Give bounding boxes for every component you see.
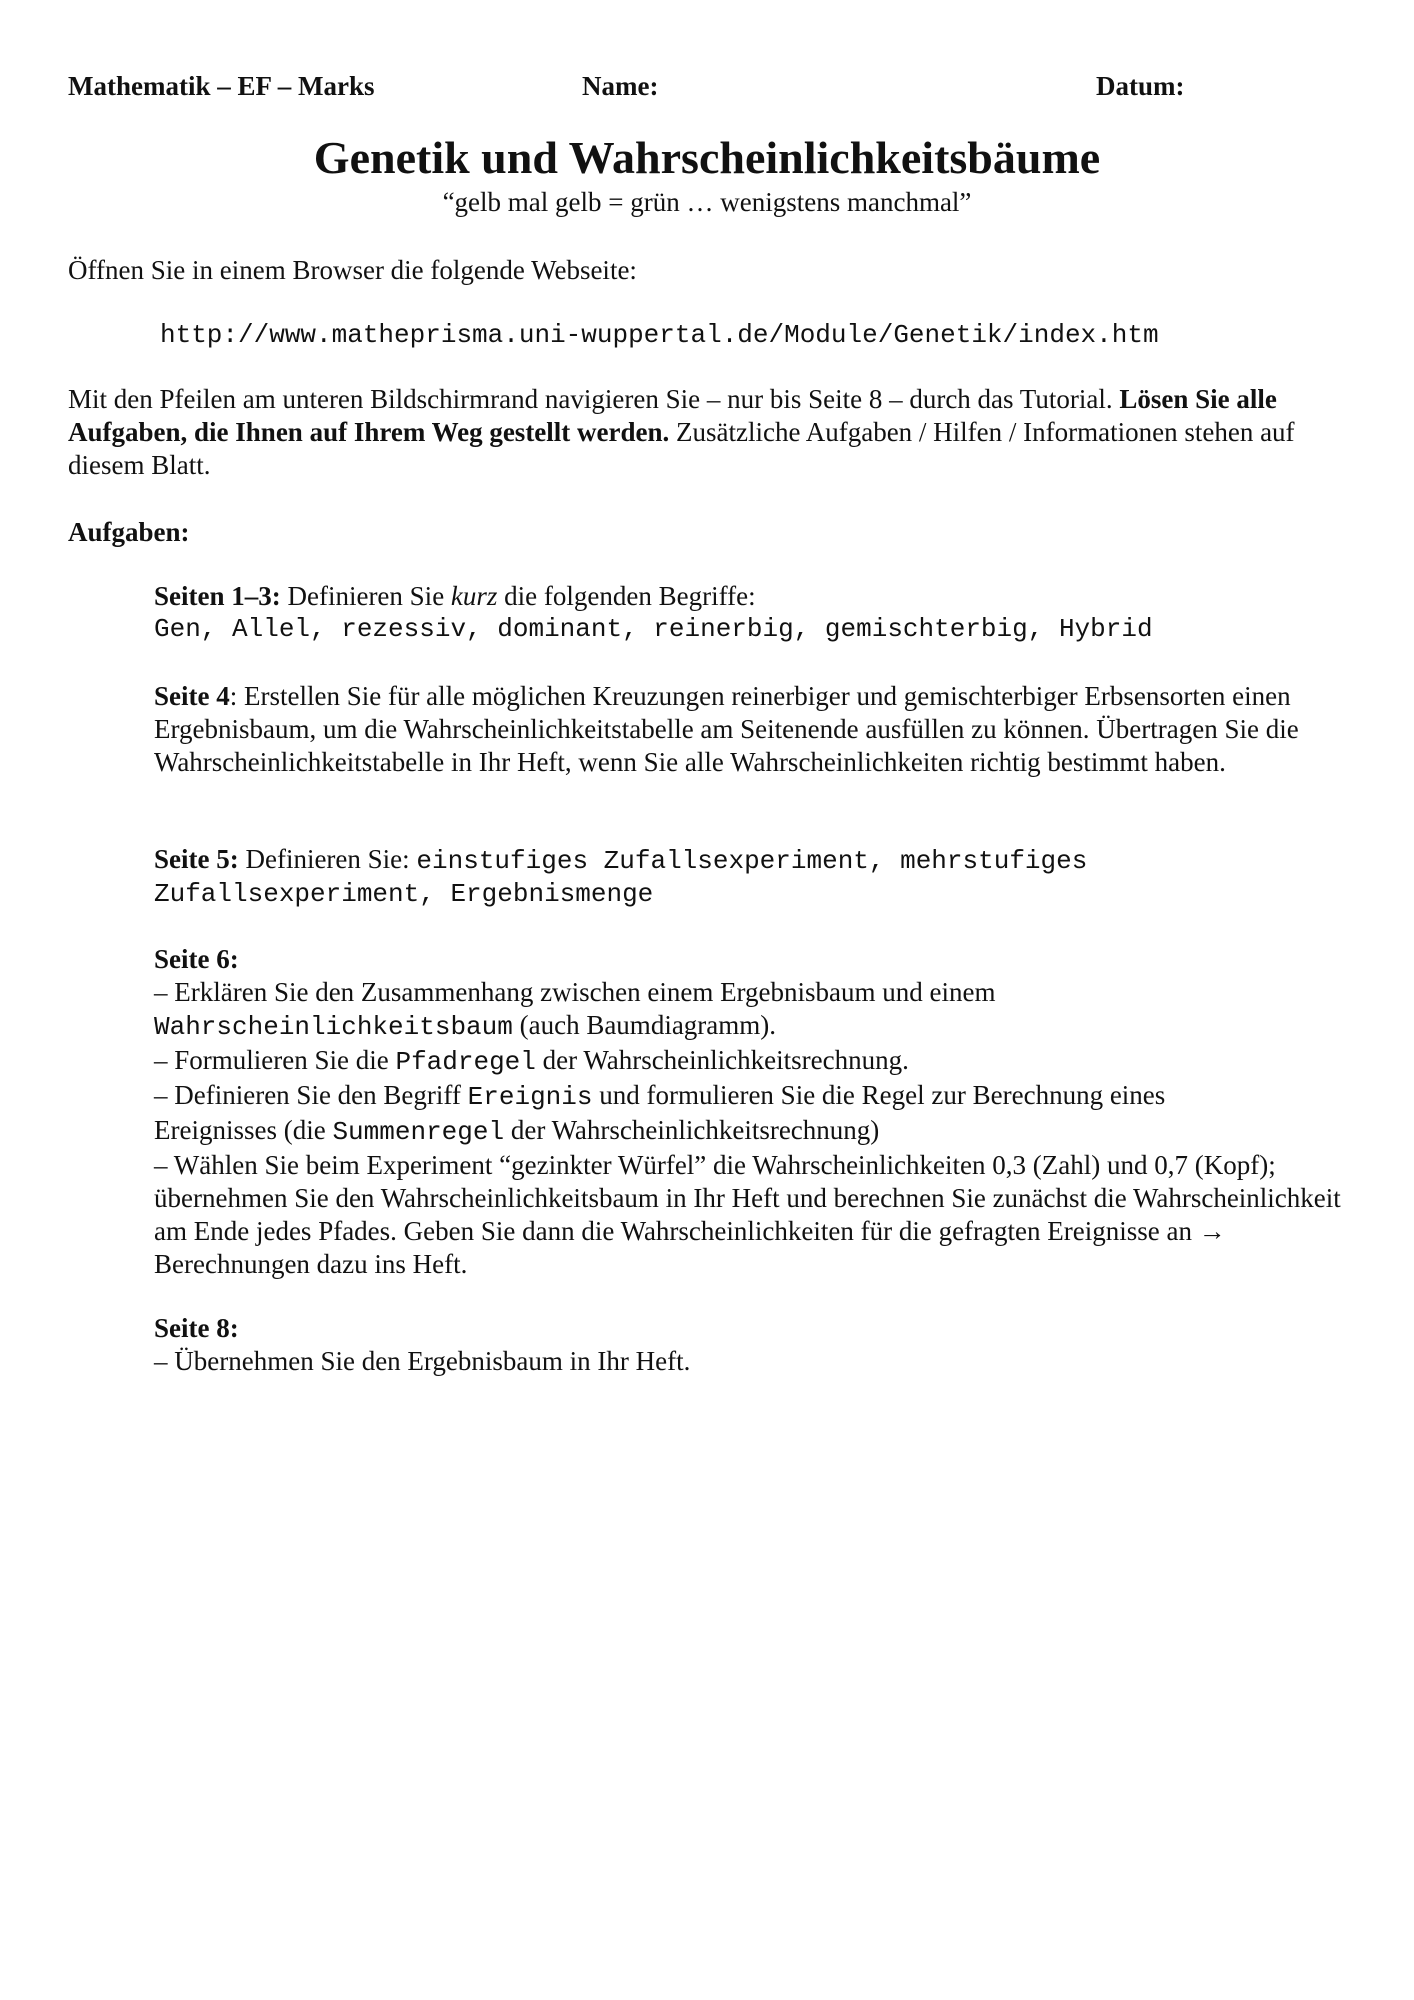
course-label: Mathematik – EF – Marks	[68, 71, 375, 101]
intro-open-text: Öffnen Sie in einem Browser die folgende Webseite:	[68, 255, 637, 285]
task-text: die folgenden Begriffe:	[497, 581, 756, 611]
term-summenregel: Summenregel	[332, 1117, 505, 1147]
task-label: Seite 5:	[154, 844, 239, 874]
tasks-heading: Aufgaben:	[68, 517, 190, 547]
bullet-1-line-1: – Erklären Sie den Zusammenhang zwischen einem Ergebnisbaum und einem	[154, 977, 996, 1007]
task-page-8	[154, 1312, 1358, 1378]
bullet-3-text-4: der Wahrscheinlichkeitsrechnung)	[504, 1115, 880, 1145]
task-label: Seiten 1–3:	[154, 581, 281, 611]
term-ereignis: Ereignis	[467, 1082, 593, 1112]
bullet-3-text-2: und formulieren Sie die Regel zur Berechnung eines	[592, 1080, 1166, 1110]
bullet-2-text: – Formulieren Sie die	[154, 1045, 396, 1075]
task-emphasis: kurz	[450, 581, 498, 611]
bullet-2-text-2: der Wahrscheinlichkeitsrechnung.	[535, 1045, 909, 1075]
date-label: Datum:	[1096, 71, 1185, 101]
task-label: Seite 6:	[154, 944, 239, 974]
name-label: Name:	[582, 71, 659, 101]
bullet-1-line-2: (auch Baumdiagramm).	[512, 1010, 777, 1040]
nav-bold-text: Lösen Sie alle Aufgaben, die Ihnen auf Ihrem Weg gestellt werden.	[68, 384, 1277, 447]
bullet-3-text: – Definieren Sie den Begriff	[154, 1080, 468, 1110]
task-text: Definieren Sie	[280, 581, 451, 611]
bullet-3-text-3: Ereignisses (die	[154, 1115, 333, 1145]
page-subtitle: “gelb mal gelb = grün … wenigstens manchmal”	[442, 187, 972, 217]
task-text: Definieren Sie:	[238, 844, 417, 874]
task-page-4	[154, 680, 1358, 779]
task-pages-1-3	[154, 580, 1358, 646]
task-page-5	[154, 843, 1358, 911]
term-list: Gen, Allel, rezessiv, dominant, reinerbig, gemischterbig, Hybrid	[154, 614, 1153, 644]
nav-text-1: Mit den Pfeilen am unteren Bildschirmrand navigieren Sie – nur bis Seite 8 – durch das Tutorial.	[68, 384, 1120, 414]
term-pfadregel: Pfadregel	[395, 1047, 536, 1077]
term-list-part-1: einstufiges Zufallsexperiment, mehrstufiges	[416, 846, 1088, 876]
page-title: Genetik und Wahrscheinlichkeitsbäume	[313, 132, 1101, 183]
task-label: Seite 4	[154, 681, 230, 711]
task-label: Seite 8:	[154, 1313, 239, 1343]
bullet-1-text: – Übernehmen Sie den Ergebnisbaum in Ihr Heft.	[154, 1346, 691, 1376]
task-text: : Erstellen Sie für alle möglichen Kreuzungen reinerbiger und gemischterbiger Erbsensorten einen Ergebnisbaum, um die Wahrscheinlichkeitstabelle am Seitenende ausfüllen zu können. Übertragen Sie die Wahrscheinlichkeitstabelle in Ihr Heft, wenn Sie alle Wahrscheinlichkeiten richtig bestimmt haben.	[154, 681, 1299, 777]
term-wahrscheinlichkeitsbaum: Wahrscheinlichkeitsbaum	[154, 1012, 513, 1042]
term-list-part-2: Zufallsexperiment, Ergebnismenge	[154, 879, 654, 909]
bullet-4-text: – Wählen Sie beim Experiment “gezinkter Würfel” die Wahrscheinlichkeiten 0,3 (Zahl) und 0,7 (Kopf); übernehmen Sie den Wahrscheinlichkeitsbaum in Ihr Heft und berechnen Sie zunächst die Wahrscheinlichkeit am Ende jedes Pfades. Geben Sie dann die Wahrscheinlichkeiten für die gefragten Ereignisse an → Berechnungen dazu ins Heft.	[154, 1150, 1341, 1279]
task-page-6	[154, 943, 1358, 1281]
intro-navigation-text	[68, 383, 1358, 482]
nav-text-2: Zusätzliche Aufgaben / Hilfen / Informationen stehen auf diesem Blatt.	[68, 417, 1295, 480]
tutorial-url: http://www.matheprisma.uni-wuppertal.de/Module/Genetik/index.htm	[160, 320, 1159, 350]
